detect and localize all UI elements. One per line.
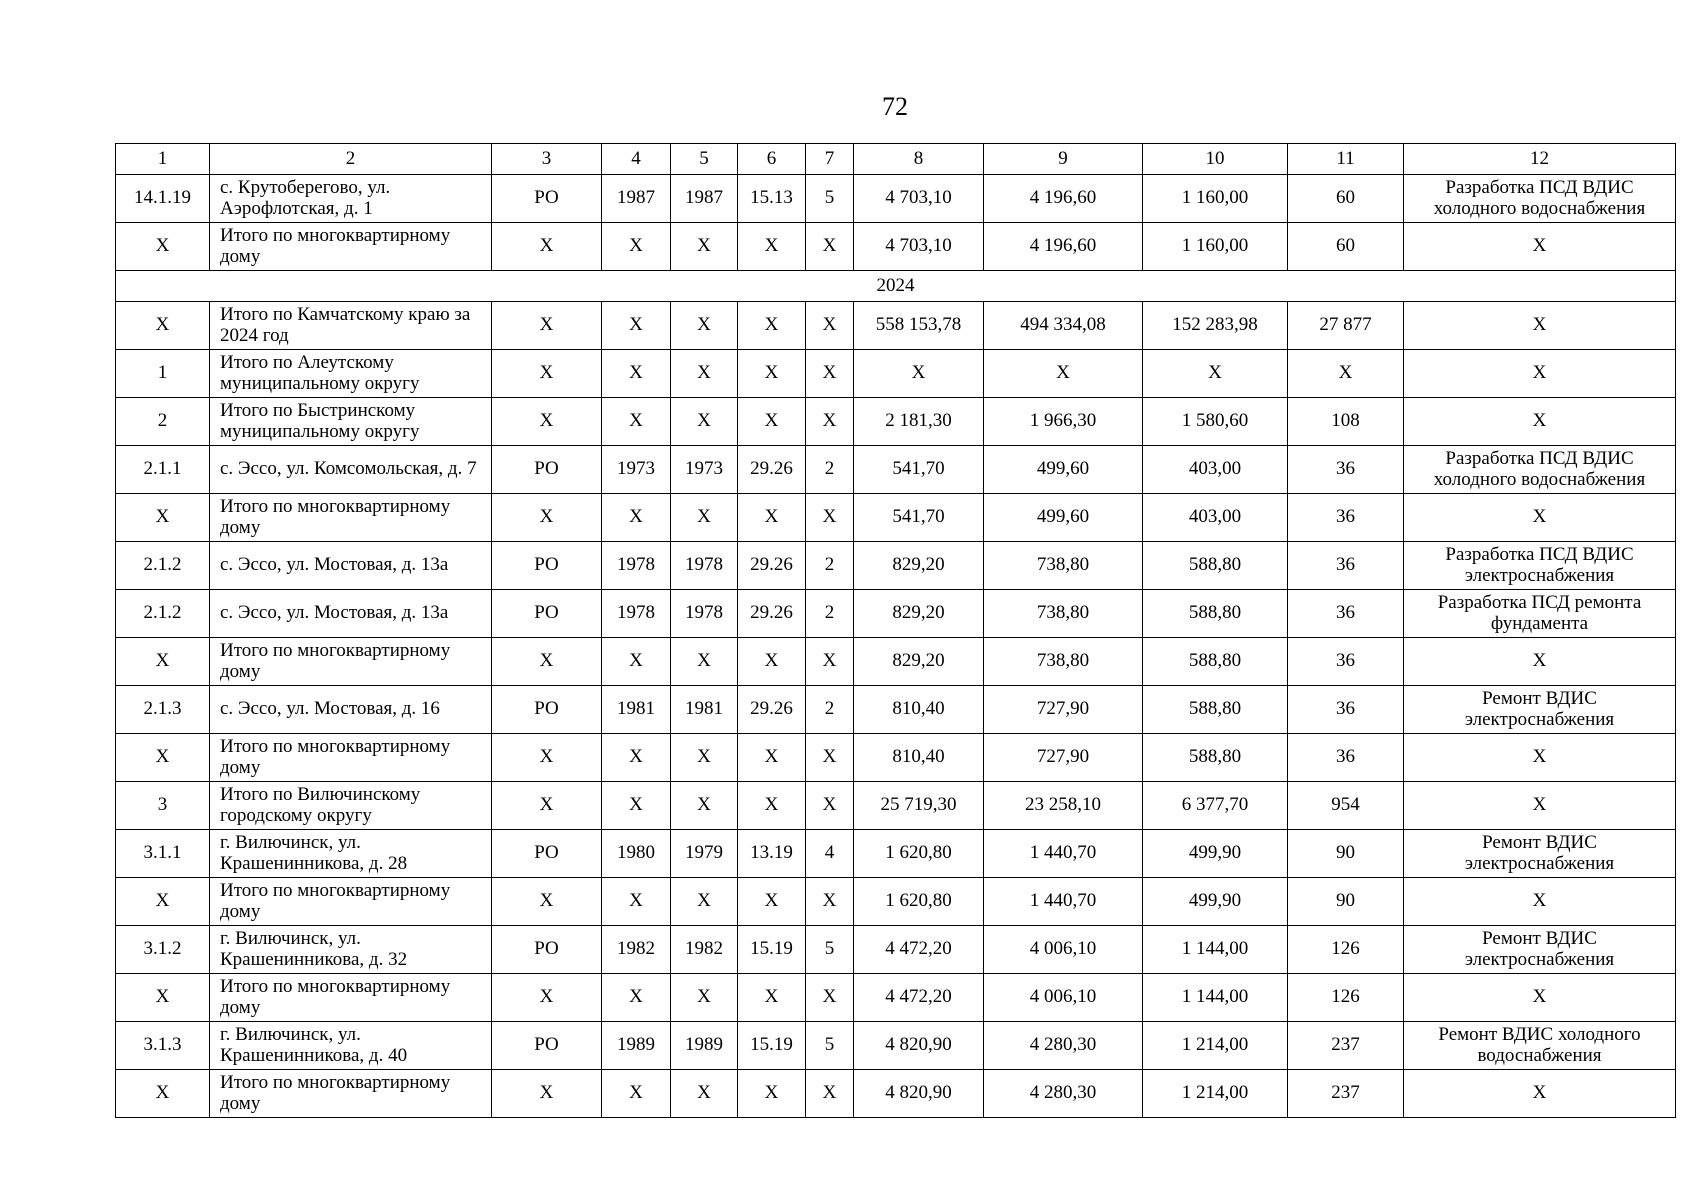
table-cell: Х — [116, 302, 210, 350]
page-number: 72 — [882, 92, 908, 121]
table-cell: Х — [492, 494, 602, 542]
table-cell: РО — [492, 446, 602, 494]
table-cell: 36 — [1288, 542, 1404, 590]
table-cell: 1978 — [602, 590, 671, 638]
table-cell: 4 280,30 — [984, 1022, 1143, 1070]
table-cell: 494 334,08 — [984, 302, 1143, 350]
table-cell: 4 280,30 — [984, 1070, 1143, 1118]
table-cell: Х — [602, 638, 671, 686]
table-cell: 738,80 — [984, 542, 1143, 590]
table-cell: 29.26 — [738, 446, 806, 494]
table-cell: 499,90 — [1143, 830, 1288, 878]
table-row — [116, 175, 1676, 223]
table-cell: Х — [602, 782, 671, 830]
table-cell: Х — [806, 223, 854, 271]
table-cell: Х — [671, 878, 738, 926]
header-row — [116, 144, 1676, 175]
table-cell: Разработка ПСД ВДИС электроснабжения — [1404, 542, 1676, 590]
table-cell: Х — [492, 398, 602, 446]
table-cell: Х — [738, 1070, 806, 1118]
table-cell: 2 181,30 — [854, 398, 984, 446]
table-cell: с. Эссо, ул. Мостовая, д. 16 — [210, 686, 492, 734]
table-cell: 4 472,20 — [854, 926, 984, 974]
table-cell: 29.26 — [738, 686, 806, 734]
table-cell: 738,80 — [984, 638, 1143, 686]
table-cell: 588,80 — [1143, 590, 1288, 638]
table-cell: 738,80 — [984, 590, 1143, 638]
table-cell: Х — [1404, 302, 1676, 350]
year-row — [116, 271, 1676, 302]
table-cell: Х — [116, 1070, 210, 1118]
table-cell: г. Вилючинск, ул. Крашенинникова, д. 40 — [210, 1022, 492, 1070]
table-cell: 4 472,20 — [854, 974, 984, 1022]
table-cell: Х — [492, 782, 602, 830]
table-cell: г. Вилючинск, ул. Крашенинникова, д. 28 — [210, 830, 492, 878]
table-cell: Ремонт ВДИС электроснабжения — [1404, 926, 1676, 974]
table-cell: 588,80 — [1143, 638, 1288, 686]
table-cell: Х — [492, 302, 602, 350]
table-cell: Х — [671, 782, 738, 830]
header-cell: 3 — [492, 144, 602, 175]
header-cell: 7 — [806, 144, 854, 175]
table-cell: 13.19 — [738, 830, 806, 878]
table-cell: Х — [806, 350, 854, 398]
table-cell: 1978 — [671, 590, 738, 638]
table-cell: Х — [1404, 398, 1676, 446]
table-row — [116, 734, 1676, 782]
header-cell: 6 — [738, 144, 806, 175]
table-cell: 1 214,00 — [1143, 1070, 1288, 1118]
table-cell: Х — [602, 734, 671, 782]
table-cell: 2.1.2 — [116, 542, 210, 590]
table-cell: Х — [602, 302, 671, 350]
header-cell: 12 — [1404, 144, 1676, 175]
table-row — [116, 542, 1676, 590]
year-label: 2024 — [116, 271, 1676, 302]
table-cell: Х — [602, 974, 671, 1022]
table-row — [116, 1070, 1676, 1118]
table-cell: 36 — [1288, 686, 1404, 734]
table-cell: Итого по многоквартирному дому — [210, 223, 492, 271]
table-row — [116, 223, 1676, 271]
table-cell: 1987 — [671, 175, 738, 223]
table-row — [116, 830, 1676, 878]
table-cell: Х — [738, 638, 806, 686]
table-cell: 829,20 — [854, 590, 984, 638]
table-cell: Х — [806, 734, 854, 782]
table-cell: 4 196,60 — [984, 175, 1143, 223]
table-cell: 5 — [806, 175, 854, 223]
table-cell: Х — [671, 302, 738, 350]
table-cell: 14.1.19 — [116, 175, 210, 223]
table-cell: Х — [984, 350, 1143, 398]
table-row — [116, 398, 1676, 446]
table-cell: 2 — [806, 686, 854, 734]
table-cell: 2 — [116, 398, 210, 446]
header-cell: 9 — [984, 144, 1143, 175]
table-cell: Х — [738, 302, 806, 350]
table-cell: Х — [116, 638, 210, 686]
table-cell: 1 144,00 — [1143, 926, 1288, 974]
table-cell: с. Эссо, ул. Мостовая, д. 13а — [210, 590, 492, 638]
table-cell: Х — [1288, 350, 1404, 398]
header-cell: 5 — [671, 144, 738, 175]
table-cell: Х — [116, 734, 210, 782]
table-cell: 3.1.3 — [116, 1022, 210, 1070]
table-cell: с. Эссо, ул. Мостовая, д. 13а — [210, 542, 492, 590]
header-cell: 4 — [602, 144, 671, 175]
table-cell: Х — [1143, 350, 1288, 398]
table-cell: 4 006,10 — [984, 974, 1143, 1022]
table-cell: 1 440,70 — [984, 830, 1143, 878]
table-row — [116, 494, 1676, 542]
table-cell: 60 — [1288, 223, 1404, 271]
table-cell: 2 — [806, 446, 854, 494]
table-cell: Итого по Вилючинскому городскому округу — [210, 782, 492, 830]
table-cell: Х — [1404, 223, 1676, 271]
table-cell: 1978 — [671, 542, 738, 590]
table-cell: 152 283,98 — [1143, 302, 1288, 350]
table-cell: 1981 — [602, 686, 671, 734]
table-cell: Х — [806, 782, 854, 830]
table-cell: 4 — [806, 830, 854, 878]
table-cell: Разработка ПСД ремонта фундамента — [1404, 590, 1676, 638]
table-cell: 1982 — [671, 926, 738, 974]
header-cell: 8 — [854, 144, 984, 175]
table-cell: РО — [492, 590, 602, 638]
table-cell: 237 — [1288, 1022, 1404, 1070]
table-cell: Х — [116, 974, 210, 1022]
table-cell: 4 820,90 — [854, 1070, 984, 1118]
table-cell: 25 719,30 — [854, 782, 984, 830]
table-cell: Х — [116, 223, 210, 271]
table-cell: 588,80 — [1143, 542, 1288, 590]
table-cell: г. Вилючинск, ул. Крашенинникова, д. 32 — [210, 926, 492, 974]
table-cell: 36 — [1288, 590, 1404, 638]
header-cell: 10 — [1143, 144, 1288, 175]
table-cell: 1980 — [602, 830, 671, 878]
table-cell: 108 — [1288, 398, 1404, 446]
table-cell: Х — [738, 350, 806, 398]
table-cell: Х — [1404, 974, 1676, 1022]
table-cell: Ремонт ВДИС электроснабжения — [1404, 830, 1676, 878]
table-cell: Х — [602, 350, 671, 398]
table-cell: 1 620,80 — [854, 830, 984, 878]
table-cell: 4 820,90 — [854, 1022, 984, 1070]
table-cell: 829,20 — [854, 542, 984, 590]
table-cell: Х — [1404, 1070, 1676, 1118]
table-cell: Х — [806, 1070, 854, 1118]
table-cell: 2.1.3 — [116, 686, 210, 734]
table-cell: 5 — [806, 926, 854, 974]
table-cell: 727,90 — [984, 686, 1143, 734]
table-cell: Х — [806, 302, 854, 350]
table-cell: 90 — [1288, 878, 1404, 926]
table-cell: Х — [738, 782, 806, 830]
table-cell: Х — [671, 494, 738, 542]
table-cell: 1989 — [671, 1022, 738, 1070]
table-cell: Х — [492, 638, 602, 686]
table-cell: Х — [116, 494, 210, 542]
table-cell: 90 — [1288, 830, 1404, 878]
table-cell: 1 — [116, 350, 210, 398]
header-cell: 11 — [1288, 144, 1404, 175]
table-cell: 1 580,60 — [1143, 398, 1288, 446]
table-cell: 1978 — [602, 542, 671, 590]
table-cell: Итого по многоквартирному дому — [210, 734, 492, 782]
table-row — [116, 590, 1676, 638]
table-cell: Х — [671, 350, 738, 398]
table-cell: 36 — [1288, 446, 1404, 494]
table-cell: 15.13 — [738, 175, 806, 223]
table-cell: 23 258,10 — [984, 782, 1143, 830]
table-cell: Х — [671, 734, 738, 782]
table-cell: РО — [492, 686, 602, 734]
table-cell: Х — [1404, 350, 1676, 398]
table-cell: Итого по Камчатскому краю за 2024 год — [210, 302, 492, 350]
table-cell: Х — [738, 974, 806, 1022]
table-cell: 499,60 — [984, 446, 1143, 494]
table-cell: Х — [492, 878, 602, 926]
table-cell: 1989 — [602, 1022, 671, 1070]
table-cell: Х — [806, 878, 854, 926]
table-cell: Итого по Быстринскому муниципальному округу — [210, 398, 492, 446]
table-cell: 810,40 — [854, 734, 984, 782]
table-cell: 810,40 — [854, 686, 984, 734]
header-cell: 1 — [116, 144, 210, 175]
table-cell: 29.26 — [738, 590, 806, 638]
table-row — [116, 878, 1676, 926]
table-cell: 4 196,60 — [984, 223, 1143, 271]
table-cell: 3.1.1 — [116, 830, 210, 878]
table-cell: 1 966,30 — [984, 398, 1143, 446]
table-cell: Х — [806, 398, 854, 446]
table-cell: 403,00 — [1143, 494, 1288, 542]
data-table — [115, 143, 1676, 1118]
table-cell: 126 — [1288, 926, 1404, 974]
header-cell: 2 — [210, 144, 492, 175]
table-cell: 499,60 — [984, 494, 1143, 542]
table-cell: 15.19 — [738, 1022, 806, 1070]
table-cell: 4 703,10 — [854, 223, 984, 271]
table-cell: 237 — [1288, 1070, 1404, 1118]
table-cell: с. Крутоберегово, ул. Аэрофлотская, д. 1 — [210, 175, 492, 223]
table-cell: 2.1.1 — [116, 446, 210, 494]
table-cell: Х — [738, 223, 806, 271]
table-cell: 1 440,70 — [984, 878, 1143, 926]
table-cell: 558 153,78 — [854, 302, 984, 350]
table-cell: Х — [1404, 782, 1676, 830]
table-cell: Итого по многоквартирному дому — [210, 638, 492, 686]
table-cell: РО — [492, 830, 602, 878]
table-cell: 36 — [1288, 734, 1404, 782]
table-cell: Х — [602, 398, 671, 446]
table-cell: Х — [671, 223, 738, 271]
table-cell: Х — [1404, 494, 1676, 542]
table-cell: Х — [806, 974, 854, 1022]
table-row — [116, 350, 1676, 398]
table-cell: Х — [738, 494, 806, 542]
table-cell: 1987 — [602, 175, 671, 223]
table-cell: Х — [671, 974, 738, 1022]
table-cell: 2 — [806, 542, 854, 590]
table-cell: 60 — [1288, 175, 1404, 223]
table-cell: 1973 — [671, 446, 738, 494]
table-row — [116, 974, 1676, 1022]
table-cell: 1 160,00 — [1143, 223, 1288, 271]
table-cell: Х — [671, 1070, 738, 1118]
table-cell: Ремонт ВДИС электроснабжения — [1404, 686, 1676, 734]
table-row — [116, 926, 1676, 974]
table-cell: Х — [738, 878, 806, 926]
table-cell: Х — [602, 494, 671, 542]
table-cell: 499,90 — [1143, 878, 1288, 926]
table-cell: 126 — [1288, 974, 1404, 1022]
table-cell: 1973 — [602, 446, 671, 494]
table-row — [116, 638, 1676, 686]
table-cell: Х — [602, 1070, 671, 1118]
table-cell: Х — [671, 638, 738, 686]
table-row — [116, 302, 1676, 350]
table-cell: 588,80 — [1143, 686, 1288, 734]
table-cell: Х — [492, 1070, 602, 1118]
table-cell: Х — [806, 638, 854, 686]
table-cell: 1 160,00 — [1143, 175, 1288, 223]
table-cell: РО — [492, 175, 602, 223]
table-cell: 3 — [116, 782, 210, 830]
table-cell: 1979 — [671, 830, 738, 878]
table-cell: 1 214,00 — [1143, 1022, 1288, 1070]
table-cell: 1 144,00 — [1143, 974, 1288, 1022]
table-row — [116, 1022, 1676, 1070]
table-cell: 541,70 — [854, 494, 984, 542]
table-row — [116, 782, 1676, 830]
table-cell: 4 703,10 — [854, 175, 984, 223]
table-cell: Х — [492, 223, 602, 271]
table-cell: Х — [492, 974, 602, 1022]
table-cell: Х — [671, 398, 738, 446]
table-cell: Х — [854, 350, 984, 398]
table-cell: 829,20 — [854, 638, 984, 686]
table-row — [116, 686, 1676, 734]
table-cell: Итого по многоквартирному дому — [210, 1070, 492, 1118]
table-cell: Итого по многоквартирному дому — [210, 974, 492, 1022]
table-cell: Разработка ПСД ВДИС холодного водоснабжения — [1404, 175, 1676, 223]
table-cell: 29.26 — [738, 542, 806, 590]
table-cell: Х — [1404, 638, 1676, 686]
table-cell: 588,80 — [1143, 734, 1288, 782]
table-cell: РО — [492, 1022, 602, 1070]
table-cell: 5 — [806, 1022, 854, 1070]
table-cell: 36 — [1288, 494, 1404, 542]
table-cell: Х — [1404, 734, 1676, 782]
table-cell: 1982 — [602, 926, 671, 974]
table-cell: Х — [602, 223, 671, 271]
table-cell: Х — [492, 734, 602, 782]
table-cell: Разработка ПСД ВДИС холодного водоснабжения — [1404, 446, 1676, 494]
table-cell: Итого по многоквартирному дому — [210, 494, 492, 542]
table-cell: 15.19 — [738, 926, 806, 974]
table-cell: 541,70 — [854, 446, 984, 494]
table-cell: 2.1.2 — [116, 590, 210, 638]
table-cell: 1981 — [671, 686, 738, 734]
table-cell: 954 — [1288, 782, 1404, 830]
table-cell: с. Эссо, ул. Комсомольская, д. 7 — [210, 446, 492, 494]
table-cell: 403,00 — [1143, 446, 1288, 494]
table-cell: Х — [116, 878, 210, 926]
table-cell: Х — [1404, 878, 1676, 926]
table-row — [116, 446, 1676, 494]
table-cell: РО — [492, 926, 602, 974]
table-cell: 6 377,70 — [1143, 782, 1288, 830]
table-cell: Х — [806, 494, 854, 542]
table-cell: 4 006,10 — [984, 926, 1143, 974]
table-cell: Х — [738, 734, 806, 782]
table-cell: Ремонт ВДИС холодного водоснабжения — [1404, 1022, 1676, 1070]
table-cell: 36 — [1288, 638, 1404, 686]
table-cell: РО — [492, 542, 602, 590]
table-cell: 2 — [806, 590, 854, 638]
table-cell: 727,90 — [984, 734, 1143, 782]
table-cell: 3.1.2 — [116, 926, 210, 974]
table-cell: 1 620,80 — [854, 878, 984, 926]
table-cell: Х — [492, 350, 602, 398]
table-cell: Х — [602, 878, 671, 926]
table-cell: Х — [738, 398, 806, 446]
table-cell: 27 877 — [1288, 302, 1404, 350]
table-cell: Итого по многоквартирному дому — [210, 878, 492, 926]
table-cell: Итого по Алеутскому муниципальному округу — [210, 350, 492, 398]
